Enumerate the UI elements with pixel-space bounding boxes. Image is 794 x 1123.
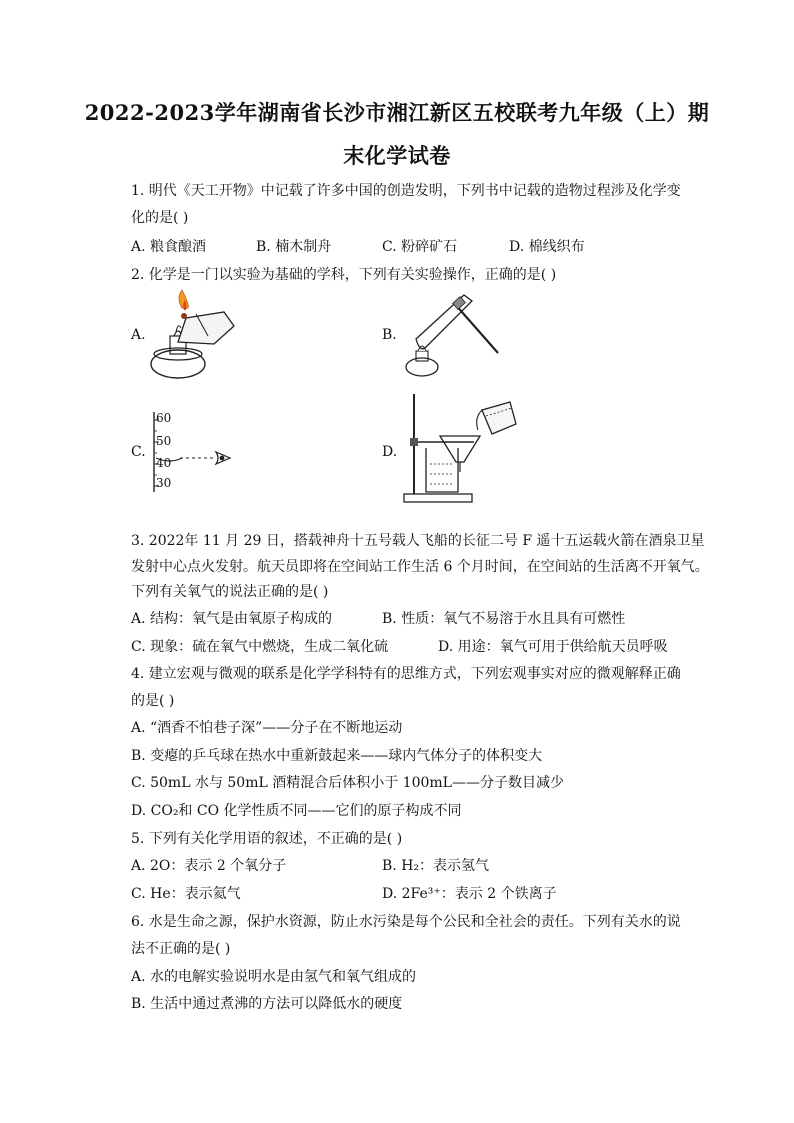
q5-option-d: D. 2Fe³⁺：表示 2 个铁离子 <box>382 886 557 902</box>
q3-option-c: C. 现象：硫在氧气中燃烧，生成二氧化硫 <box>131 639 389 655</box>
q5-stem-line-1: 5. 下列有关化学用语的叙述，不正确的是( ) <box>131 831 403 847</box>
scale-tick-50: 50 <box>156 434 172 448</box>
q2-label-c: C. <box>131 444 146 460</box>
q2-label-b: B. <box>382 327 397 343</box>
q1-option-c: C. 粉碎矿石 <box>382 239 458 255</box>
q5-option-a: A. 2O：表示 2 个氧分子 <box>131 858 287 874</box>
scale-tick-30: 30 <box>156 476 172 490</box>
q3-stem-line-3: 下列有关氧气的说法正确的是( ) <box>131 584 329 600</box>
scale-tick-40: 40 <box>156 456 172 470</box>
q3-stem-line-1: 3. 2022年 11 月 29 日，搭载神舟十五号载人飞船的长征二号 F 遥十五运载火箭在酒泉卫星 <box>131 533 705 549</box>
q5-option-b: B. H₂：表示氢气 <box>382 858 490 874</box>
alcohol-lamp-lighting-figure <box>146 290 241 382</box>
q2-label-a: A. <box>131 327 146 343</box>
q1-stem-line-2: 化的是( ) <box>131 210 189 226</box>
q3-option-d: D. 用途：氧气可用于供给航天员呼吸 <box>438 639 668 655</box>
q1-option-a: A. 粮食酿酒 <box>131 239 207 255</box>
q2-stem-line-1: 2. 化学是一门以实验为基础的学科，下列有关实验操作，正确的是( ) <box>131 267 557 283</box>
q1-stem-line-1: 1. 明代《天工开物》中记载了许多中国的创造发明，下列书中记载的造物过程涉及化学变 <box>131 183 681 199</box>
q3-option-a: A. 结构：氧气是由氧原子构成的 <box>131 611 333 627</box>
q6-stem-line-2: 法不正确的是( ) <box>131 941 231 957</box>
filtration-figure <box>400 390 520 506</box>
q4-option-c: C. 50mL 水与 50mL 酒精混合后体积小于 100mL——分子数目减少 <box>131 775 564 791</box>
scale-tick-60: 60 <box>156 411 172 425</box>
q4-stem-line-2: 的是( ) <box>131 693 175 709</box>
q6-option-a: A. 水的电解实验说明水是由氢气和氧气组成的 <box>131 969 417 985</box>
q6-stem-line-1: 6. 水是生命之源，保护水资源，防止水污染是每个公民和全社会的责任。下列有关水的说 <box>131 914 681 930</box>
q5-option-c: C. He：表示氦气 <box>131 886 241 902</box>
test-tube-heating-figure <box>396 289 504 381</box>
q1-option-b: B. 楠木制舟 <box>256 239 332 255</box>
q4-option-a: A. “酒香不怕巷子深”——分子在不断地运动 <box>131 720 403 736</box>
q4-stem-line-1: 4. 建立宏观与微观的联系是化学学科特有的思维方式，下列宏观事实对应的微观解释正确 <box>131 666 681 682</box>
q1-option-d: D. 棉线织布 <box>509 239 585 255</box>
exam-title-line-2: 末化学试卷 <box>343 143 451 168</box>
q3-stem-line-2: 发射中心点火发射。航天员即将在空间站工作生活 6 个月时间，在空间站的生活离不开氧气。 <box>131 559 709 575</box>
q4-option-d: D. CO₂和 CO 化学性质不同——它们的原子构成不同 <box>131 803 462 819</box>
q6-option-b: B. 生活中通过煮沸的方法可以降低水的硬度 <box>131 996 403 1012</box>
q3-option-b: B. 性质：氧气不易溶于水且具有可燃性 <box>382 611 626 627</box>
exam-title-line-1: 2022-2023学年湖南省长沙市湘江新区五校联考九年级（上）期 <box>84 100 710 125</box>
q4-option-b: B. 变瘪的乒乓球在热水中重新鼓起来——球内气体分子的体积变大 <box>131 748 543 764</box>
q2-label-d: D. <box>382 444 398 460</box>
